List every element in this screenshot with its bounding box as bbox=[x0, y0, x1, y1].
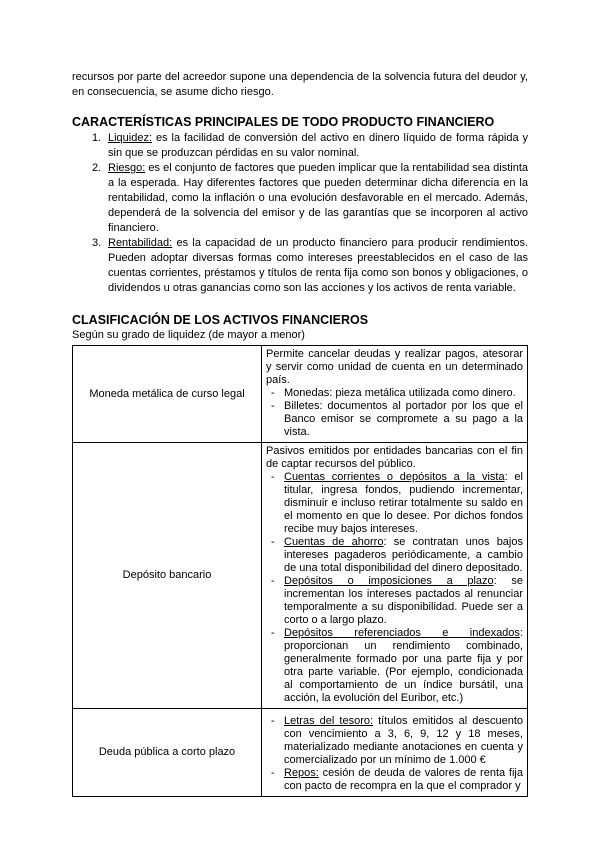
list-item: 2. Riesgo: es el conjunto de factores que pueden implicar que la rentabilidad sea distinta a la esperada. Hay diferentes factores que pueden determinar dicha diferencia en la rentabilidad, como la inflación o una evolución desfavorable en el mercado. Además, dependerá de la solvencia del emisor y de las garantías que se incorporen al activo financiero. bbox=[92, 162, 528, 234]
row-label: Moneda metálica de curso legal bbox=[73, 346, 262, 443]
list-item: 3. Rentabilidad: es la capacidad de un producto financiero para producir rendimientos. Pueden adoptar diversas formas como intereses preestablecidos en el caso de las cuentas corrientes, préstamos y títulos de renta fija como son bonos y obligaciones, o dividendos u otras ganancias como son las acciones y los activos de renta variable. bbox=[92, 237, 528, 294]
list-item: - Depósitos o imposiciones a plazo: se incrementan los intereses pactados al renunciar temporalmente a su disponibilidad. Puede ser a corto o a largo plazo. bbox=[271, 575, 523, 626]
row-content: Pasivos emitidos por entidades bancarias con el fin de captar recursos del público. - Cuentas corrientes o depósitos a la vista: el titular, ingresa fondos, pudiendo incrementar, disminuir e incluso retirar totalmente su saldo en el momento en que lo desee. Por dichos fondos recibe muy bajos intereses. - Cuentas de ahorro: se contratan unos bajos intereses pagaderos periódicamente, a cambio de una total disponibilidad del dinero depositado. - Depósitos o imposiciones a plazo: se incrementan los intereses pactados al renunciar temporalmente a su disponibilidad. Puede ser a corto o a largo plazo. - Depósitos referenciados e indexados: proporcionan un rendimiento combinado, generalmente formado por una parte fija y por otra parte variable. (Por ejemplo, condicionada al comportamiento de un índice bursátil, una acción, la evolución del Euribor, etc.) bbox=[262, 443, 528, 709]
list-item: - Letras del tesoro: títulos emitidos al descuento con vencimiento a 3, 6, 9, 12 y 18 meses, materializado mediante anotaciones en cuenta y comercializado por un mínimo de 1.000 € bbox=[271, 715, 523, 766]
list-item: - Repos: cesión de deuda de valores de renta fija con pacto de recompra en la que el comprador y bbox=[271, 767, 523, 792]
list-item: - Cuentas de ahorro: se contratan unos bajos intereses pagaderos periódicamente, a cambio de una total disponibilidad del dinero depositado. bbox=[271, 536, 523, 574]
list-item: - Depósitos referenciados e indexados: proporcionan un rendimiento combinado, generalmente formado por una parte fija y por otra parte variable. (Por ejemplo, condicionada al comportamiento de un índice bursátil, una acción, la evolución del Euribor, etc.) bbox=[271, 627, 523, 704]
list-item: - Monedas: pieza metálica utilizada como dinero. bbox=[271, 387, 516, 399]
term: Liquidez: bbox=[108, 132, 153, 144]
table-row bbox=[73, 709, 528, 797]
row-label: Depósito bancario bbox=[73, 443, 262, 709]
row-label: Deuda pública a corto plazo bbox=[73, 709, 262, 797]
term: Rentabilidad: bbox=[108, 237, 173, 249]
row-content: Permite cancelar deudas y realizar pagos, atesorar y servir como unidad de cuenta en un determinado país. - Monedas: pieza metálica utilizada como dinero. - Billetes: documentos al portador por los que el Banco emisor se compromete a su pago a la vista. bbox=[262, 346, 528, 443]
list-item: - Billetes: documentos al portador por los que el Banco emisor se compromete a su pago a la vista. bbox=[271, 400, 523, 438]
section-subheading: Según su grado de liquidez (de mayor a menor) bbox=[72, 329, 305, 341]
table-row bbox=[73, 346, 528, 443]
document-page bbox=[72, 70, 528, 797]
table-row bbox=[73, 443, 528, 709]
list-item: 1. Liquidez: es la facilidad de conversión del activo en dinero líquido de forma rápida y sin que se produzcan pérdidas en su valor nominal. bbox=[92, 132, 528, 159]
term: Riesgo: bbox=[108, 162, 146, 174]
section-heading-classification: CLASIFICACIÓN DE LOS ACTIVOS FINANCIEROS bbox=[72, 313, 369, 327]
section-heading-characteristics: CARACTERÍSTICAS PRINCIPALES DE TODO PRODUCTO FINANCIERO bbox=[72, 115, 495, 129]
row-content bbox=[262, 709, 528, 797]
characteristics-list bbox=[72, 131, 528, 296]
intro-paragraph: recursos por parte del acreedor supone una dependencia de la solvencia futura del deudor y, en consecuencia, se asume dicho riesgo. bbox=[72, 71, 528, 98]
assets-table bbox=[72, 345, 528, 797]
list-item: - Cuentas corrientes o depósitos a la vista: el titular, ingresa fondos, pudiendo incrementar, disminuir e incluso retirar totalmente su saldo en el momento en que lo desee. Por dichos fondos recibe muy bajos intereses. bbox=[271, 471, 523, 535]
